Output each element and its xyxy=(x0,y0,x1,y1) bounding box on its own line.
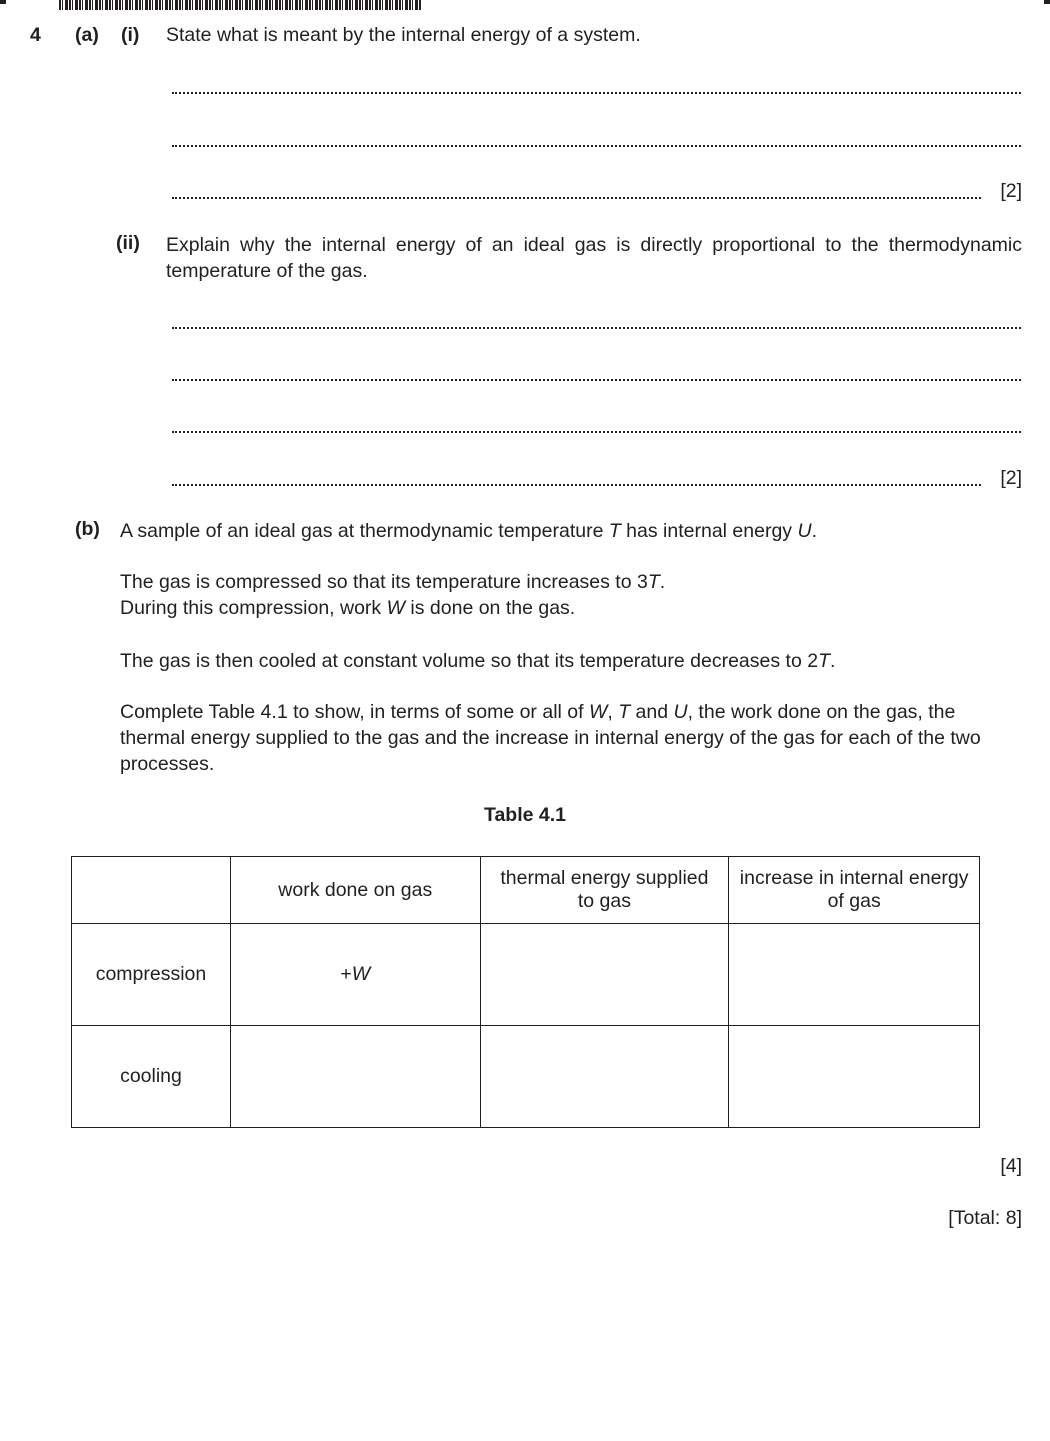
table-header-row xyxy=(72,857,980,924)
part-b-label: (b) xyxy=(75,518,100,540)
answer-line[interactable] xyxy=(172,197,981,199)
crop-mark-left xyxy=(0,0,6,4)
question-number: 4 xyxy=(30,24,41,46)
compression-increase-answer-cell[interactable] xyxy=(729,924,980,1026)
part-a-ii-label: (ii) xyxy=(116,232,140,254)
mark-b: [4] xyxy=(1000,1155,1022,1177)
answer-line[interactable] xyxy=(172,145,1021,147)
total-mark: [Total: 8] xyxy=(948,1207,1022,1229)
table-row xyxy=(72,1026,980,1128)
table-row xyxy=(72,924,980,1026)
row-label-cooling: cooling xyxy=(72,1026,231,1128)
table-caption: Table 4.1 xyxy=(483,804,566,826)
cooling-work-answer-cell[interactable] xyxy=(230,1026,480,1128)
part-b-cooling-text: The gas is then cooled at constant volume so that its temperature decreases to 2T. xyxy=(120,650,836,672)
answer-line[interactable] xyxy=(172,484,981,486)
crop-mark-right xyxy=(1044,0,1050,4)
cooling-increase-answer-cell[interactable] xyxy=(729,1026,980,1128)
table-header-cell: increase in internal energy of gas xyxy=(729,857,980,924)
compression-thermal-answer-cell[interactable] xyxy=(480,924,729,1026)
row-label-compression: compression xyxy=(72,924,231,1026)
answer-line[interactable] xyxy=(172,431,1021,433)
compression-work-cell: +W xyxy=(230,924,480,1026)
answer-line[interactable] xyxy=(172,327,1021,329)
table-header-cell: thermal energy supplied to gas xyxy=(480,857,729,924)
table-4-1 xyxy=(71,856,980,1128)
part-a-label: (a) xyxy=(75,24,99,46)
part-a-i-label: (i) xyxy=(121,24,140,46)
table-header-cell: work done on gas xyxy=(230,857,480,924)
table-header-cell xyxy=(72,857,231,924)
part-a-ii-text: Explain why the internal energy of an ideal gas is directly proportional to the thermodynamic temperature of the gas. xyxy=(166,234,1022,282)
answer-line[interactable] xyxy=(172,92,1021,94)
answer-line[interactable] xyxy=(172,379,1021,381)
mark-a-ii: [2] xyxy=(1000,467,1022,489)
barcode xyxy=(59,0,421,10)
mark-a-i: [2] xyxy=(1000,180,1022,202)
part-b-instruction: Complete Table 4.1 to show, in terms of some or all of W, T and U, the work done on the gas, the thermal energy supplied to the gas and the increase in internal energy of the gas for each of the two processes. xyxy=(120,701,981,775)
part-b-intro: A sample of an ideal gas at thermodynamic temperature T has internal energy U. xyxy=(120,520,817,542)
part-b-compression-text: The gas is compressed so that its temperature increases to 3T. During this compression, work W is done on the gas. xyxy=(120,571,666,619)
part-a-i-text: State what is meant by the internal energy of a system. xyxy=(166,24,641,46)
cooling-thermal-answer-cell[interactable] xyxy=(480,1026,729,1128)
